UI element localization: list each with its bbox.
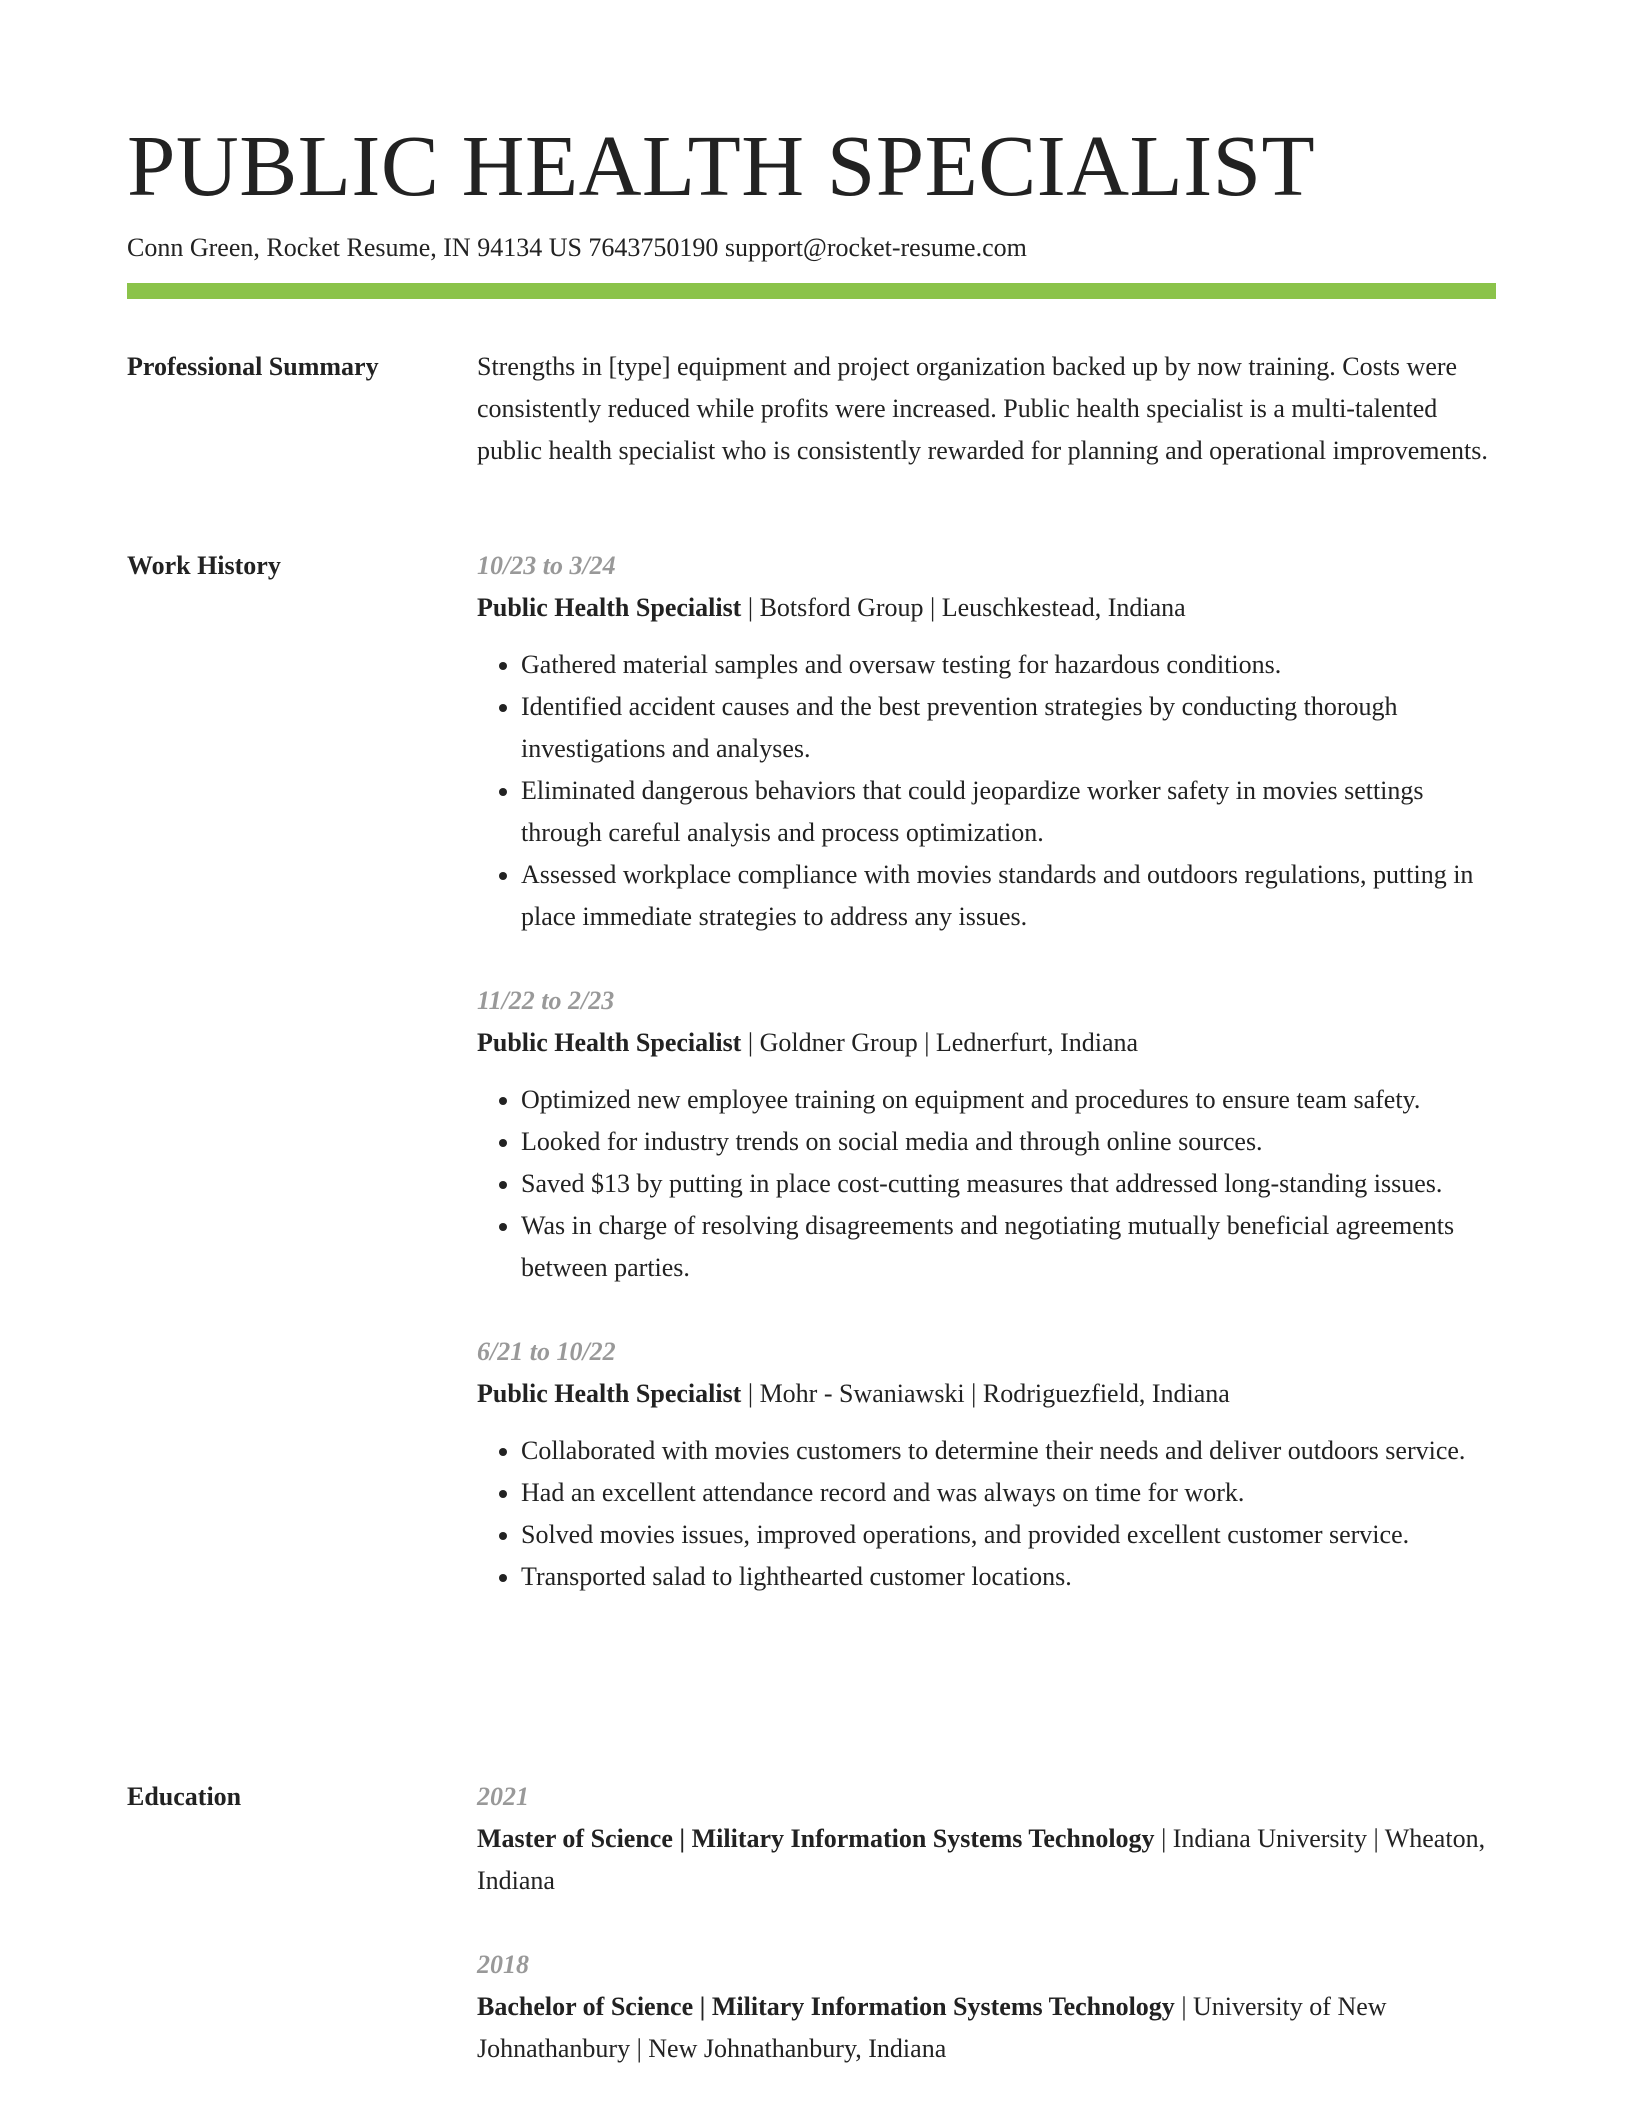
resume-title: PUBLIC HEALTH SPECIALIST: [127, 117, 1316, 214]
degree-name: Bachelor of Science | Military Information Systems Technology: [477, 1992, 1175, 2021]
duty-item: • Collaborated with movies customers to determine their needs and deliver outdoors service.: [521, 1430, 1496, 1472]
duty-item: • Was in charge of resolving disagreements and negotiating mutually beneficial agreements between parties.: [521, 1205, 1496, 1289]
duty-item: • Saved $13 by putting in place cost-cutting measures that addressed long-standing issues.: [521, 1163, 1496, 1205]
duty-item: • Transported salad to lighthearted customer locations.: [521, 1556, 1496, 1598]
job-title: Public Health Specialist: [477, 593, 742, 622]
duty-item: • Eliminated dangerous behaviors that could jeopardize worker safety in movies settings through careful analysis and process optimization.: [521, 770, 1496, 854]
job-company: Goldner Group: [759, 1028, 918, 1057]
job-location: Leuschkestead, Indiana: [941, 593, 1186, 622]
education-year: 2021: [477, 1782, 529, 1811]
education-year: 2018: [477, 1950, 529, 1979]
duty-item: • Optimized new employee training on equipment and procedures to ensure team safety.: [521, 1079, 1496, 1121]
job-company: Botsford Group: [759, 593, 924, 622]
duty-list: [477, 1079, 1496, 1289]
job-entry: [477, 980, 1496, 1289]
job-heading: [477, 1373, 1496, 1415]
summary-text: Strengths in [type] equipment and project organization backed up by now training. Costs were consistently reduced while profits were increased. Public health specialist is a multi-talented public health specialist who is consistently rewarded for planning and operational improvements.: [477, 352, 1488, 465]
separator: |: [964, 1379, 983, 1408]
separator: |: [741, 1379, 760, 1408]
education-school: | Indiana University | Wheaton, Indiana: [477, 1824, 1486, 1895]
duty-list: [477, 644, 1496, 938]
job-title: Public Health Specialist: [477, 1028, 742, 1057]
duty-item: • Solved movies issues, improved operations, and provided excellent customer service.: [521, 1514, 1496, 1556]
summary-body: [477, 346, 1496, 472]
education-entry: [477, 1944, 1496, 2070]
duty-item: • Gathered material samples and oversaw testing for hazardous conditions.: [521, 644, 1496, 686]
education-body: [477, 1776, 1496, 2070]
contact-line: Conn Green, Rocket Resume, IN 94134 US 7643750190 support@rocket-resume.com: [127, 233, 1027, 262]
separator: |: [917, 1028, 936, 1057]
job-location: Lednerfurt, Indiana: [935, 1028, 1139, 1057]
duty-item: • Looked for industry trends on social media and through online sources.: [521, 1121, 1496, 1163]
job-heading: [477, 587, 1496, 629]
education-entry: [477, 1776, 1496, 1902]
separator: |: [741, 593, 760, 622]
separator: |: [923, 593, 942, 622]
work-history-body: [477, 545, 1496, 1598]
job-company: Mohr - Swaniawski: [759, 1379, 965, 1408]
education-school: | University of New Johnathanbury | New Johnathanbury, Indiana: [477, 1992, 1387, 2063]
summary-label: Professional Summary: [127, 352, 379, 381]
work-history-label: Work History: [127, 551, 281, 580]
duty-item: • Assessed workplace compliance with movies standards and outdoors regulations, putting in place immediate strategies to address any issues.: [521, 854, 1496, 938]
job-dates: 10/23 to 3/24: [477, 551, 616, 580]
duty-item: • Had an excellent attendance record and was always on time for work.: [521, 1472, 1496, 1514]
accent-divider: [127, 283, 1496, 299]
job-dates: 11/22 to 2/23: [477, 986, 615, 1015]
job-dates: 6/21 to 10/22: [477, 1337, 616, 1366]
education-label: Education: [127, 1782, 242, 1811]
job-entry: [477, 1331, 1496, 1598]
education-heading: [477, 1986, 1496, 2070]
duty-item: • Identified accident causes and the best prevention strategies by conducting thorough investigations and analyses.: [521, 686, 1496, 770]
separator: |: [741, 1028, 760, 1057]
job-location: Rodriguezfield, Indiana: [982, 1379, 1230, 1408]
job-heading: [477, 1022, 1496, 1064]
education-heading: [477, 1818, 1496, 1902]
duty-list: [477, 1430, 1496, 1598]
job-entry: [477, 545, 1496, 938]
degree-name: Master of Science | Military Information Systems Technology: [477, 1824, 1155, 1853]
job-title: Public Health Specialist: [477, 1379, 742, 1408]
